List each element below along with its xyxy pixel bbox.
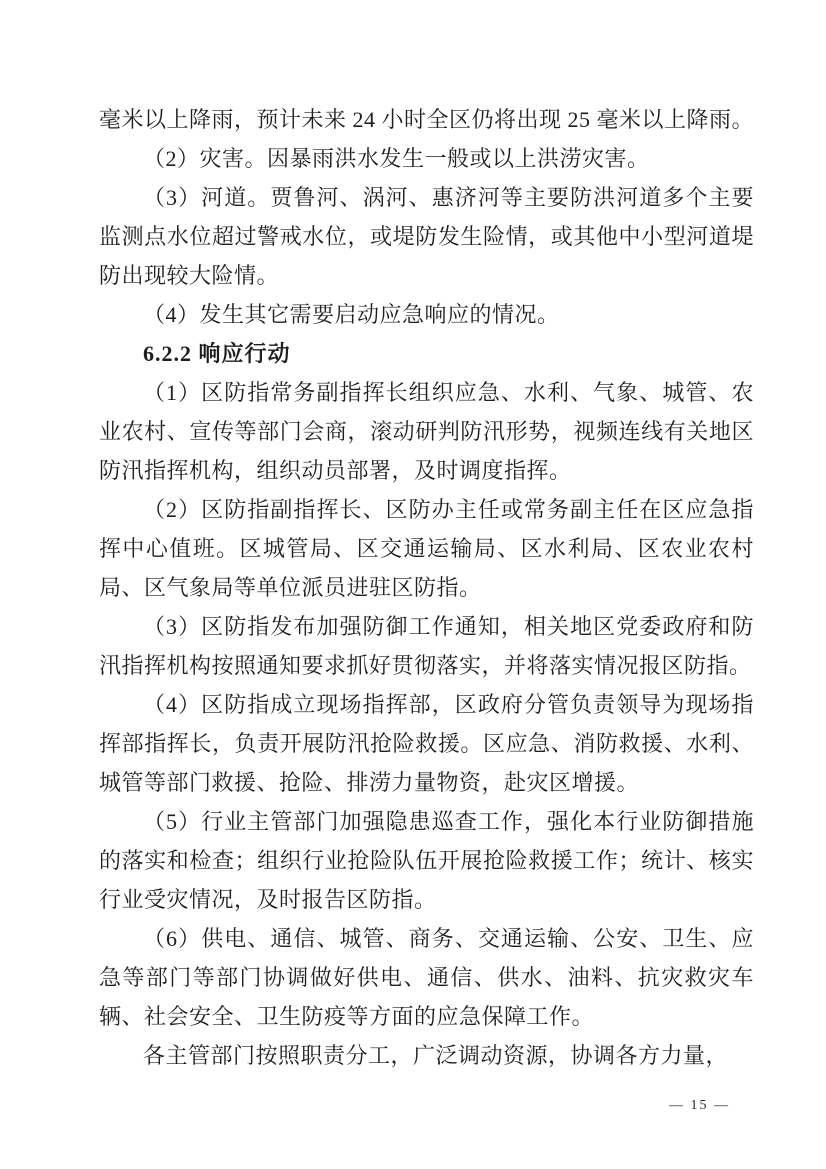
paragraph: （4）发生其它需要启动应急响应的情况。	[143, 302, 560, 327]
paragraph: （2）区防指副指挥长、区防办主任或常务副主任在区应急指挥中心值班。区城管局、区交通运输局、区水利局、区农业农村局、区气象局等单位派员进驻区防指。	[99, 497, 754, 600]
paragraph: 毫米以上降雨，预计未来 24 小时全区仍将出现 25 毫米以上降雨。	[99, 107, 755, 132]
page-number: — 15 —	[669, 1098, 730, 1113]
paragraph: （4）区防指成立现场指挥部，区政府分管负责领导为现场指挥部指挥长，负责开展防汛抢险救援。区应急、消防救援、水利、城管等部门救援、抢险、排涝力量物资，赴灾区增援。	[99, 692, 754, 795]
paragraph: （3）区防指发布加强防御工作通知，相关地区党委政府和防汛指挥机构按照通知要求抓好贯彻落实，并将落实情况报区防指。	[99, 614, 754, 678]
paragraph: （2）灾害。因暴雨洪水发生一般或以上洪涝灾害。	[143, 146, 650, 171]
section-heading: 6.2.2 响应行动	[143, 341, 291, 366]
paragraph: 各主管部门按照职责分工，广泛调动资源，协调各方力量，	[143, 1043, 729, 1068]
document-body	[99, 100, 754, 1075]
paragraph: （1）区防指常务副指挥长组织应急、水利、气象、城管、农业农村、宣传等部门会商，滚动研判防汛形势，视频连线有关地区防汛指挥机构，组织动员部署，及时调度指挥。	[99, 380, 754, 483]
paragraph: （6）供电、通信、城管、商务、交通运输、公安、卫生、应急等部门等部门协调做好供电、通信、供水、油料、抗灾救灾车辆、社会安全、卫生防疫等方面的应急保障工作。	[99, 926, 754, 1029]
paragraph: （3）河道。贾鲁河、涡河、惠济河等主要防洪河道多个主要监测点水位超过警戒水位，或堤防发生险情，或其他中小型河道堤防出现较大险情。	[99, 185, 754, 288]
paragraph: （5）行业主管部门加强隐患巡查工作，强化本行业防御措施的落实和检查；组织行业抢险队伍开展抢险救援工作；统计、核实行业受灾情况，及时报告区防指。	[99, 809, 754, 912]
